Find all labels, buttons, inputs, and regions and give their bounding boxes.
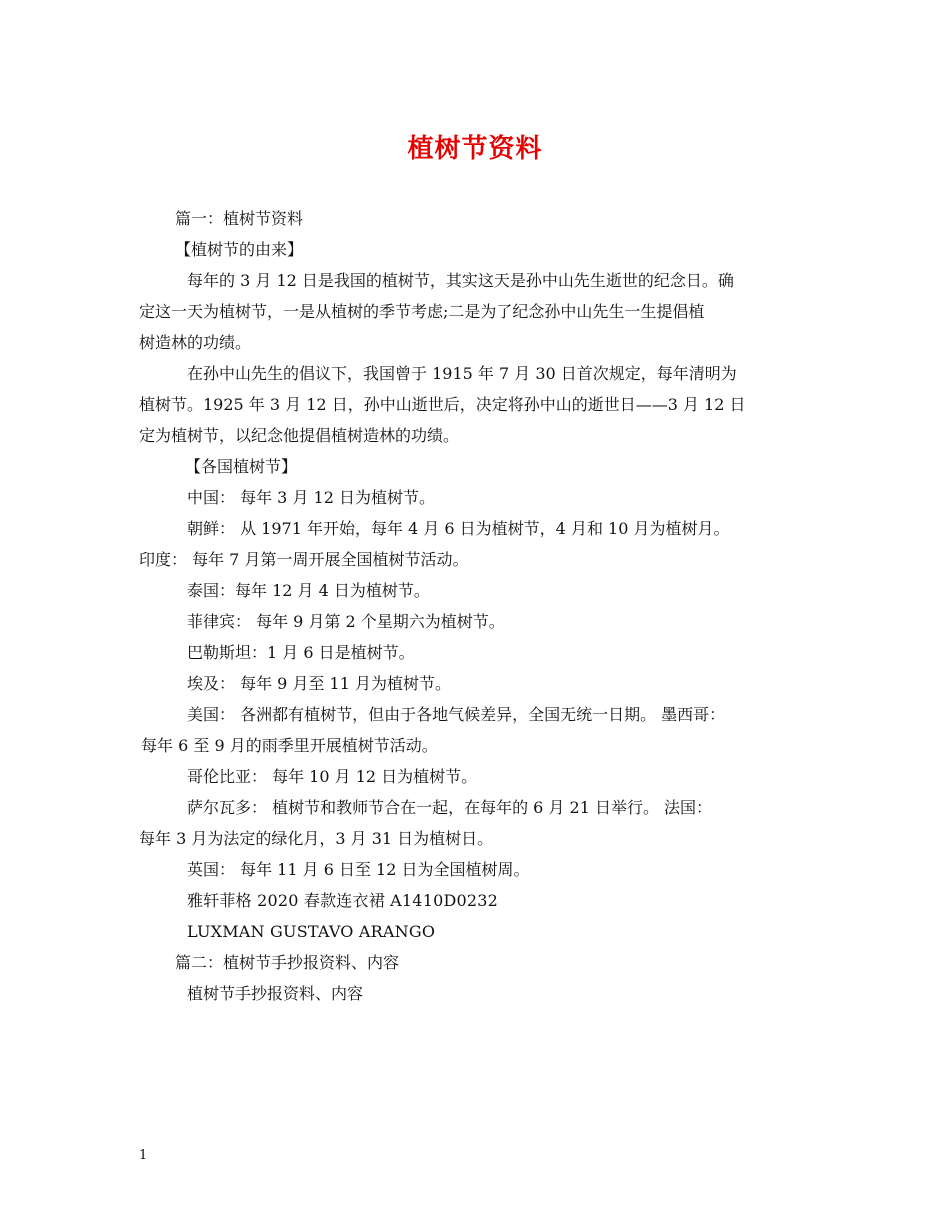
- country-line: 哥伦比亚： 每年 10 月 12 日为植树节。: [187, 767, 478, 786]
- country-line: 巴勒斯坦：1 月 6 日是植树节。: [187, 643, 415, 662]
- section-subtitle-2: 植树节手抄报资料、内容: [187, 984, 364, 1003]
- country-line: 美国： 各洲都有植树节，但由于各地气候差异，全国无统一日期。 墨西哥：: [187, 705, 726, 724]
- extra-line: 雅轩菲格 2020 春款连衣裙 A1410D0232: [187, 891, 498, 910]
- country-line: 中国： 每年 3 月 12 日为植树节。: [187, 488, 435, 507]
- paragraph-line: 定这一天为植树节，一是从植树的季节考虑;二是为了纪念孙中山先生一生提倡植: [139, 302, 705, 321]
- country-line: 朝鲜： 从 1971 年开始，每年 4 月 6 日为植树节，4 月和 10 月为植树月。: [187, 519, 730, 538]
- section-heading-2: 篇二：植树节手抄报资料、内容: [175, 953, 400, 972]
- country-line: 菲律宾： 每年 9 月第 2 个星期六为植树节。: [187, 612, 505, 631]
- document-title: 植树节资料: [407, 134, 543, 164]
- country-line: 每年 6 至 9 月的雨季里开展植树节活动。: [141, 736, 438, 755]
- paragraph-line: 定为植树节，以纪念他提倡植树造林的功绩。: [139, 426, 460, 445]
- paragraph-line: 在孙中山先生的倡议下，我国曾于 1915 年 7 月 30 日首次规定，每年清明为: [187, 364, 737, 383]
- country-line: 萨尔瓦多： 植树节和教师节合在一起，在每年的 6 月 21 日举行。 法国：: [187, 798, 713, 817]
- paragraph-line: 每年的 3 月 12 日是我国的植树节，其实这天是孙中山先生逝世的纪念日。确: [187, 271, 734, 290]
- paragraph-line: 树造林的功绩。: [139, 333, 252, 352]
- subheading-countries: 【各国植树节】: [185, 457, 298, 476]
- paragraph-line: 植树节。1925 年 3 月 12 日，孙中山逝世后，决定将孙中山的逝世日——3 月 12 日: [139, 395, 746, 414]
- document-body: [139, 203, 811, 1009]
- subheading-origin: 【植树节的由来】: [175, 240, 304, 259]
- section-heading-1: 篇一：植树节资料: [175, 209, 304, 228]
- extra-line: LUXMAN GUSTAVO ARANGO: [187, 922, 436, 941]
- country-line: 埃及： 每年 9 月至 11 月为植树节。: [187, 674, 451, 693]
- country-line: 每年 3 月为法定的绿化月，3 月 31 日为植树日。: [139, 829, 494, 848]
- country-line: 印度： 每年 7 月第一周开展全国植树节活动。: [139, 550, 469, 569]
- country-line: 泰国：每年 12 月 4 日为植树节。: [187, 581, 430, 600]
- page-number: 1: [139, 1148, 148, 1163]
- country-line: 英国： 每年 11 月 6 日至 12 日为全国植树周。: [187, 860, 530, 879]
